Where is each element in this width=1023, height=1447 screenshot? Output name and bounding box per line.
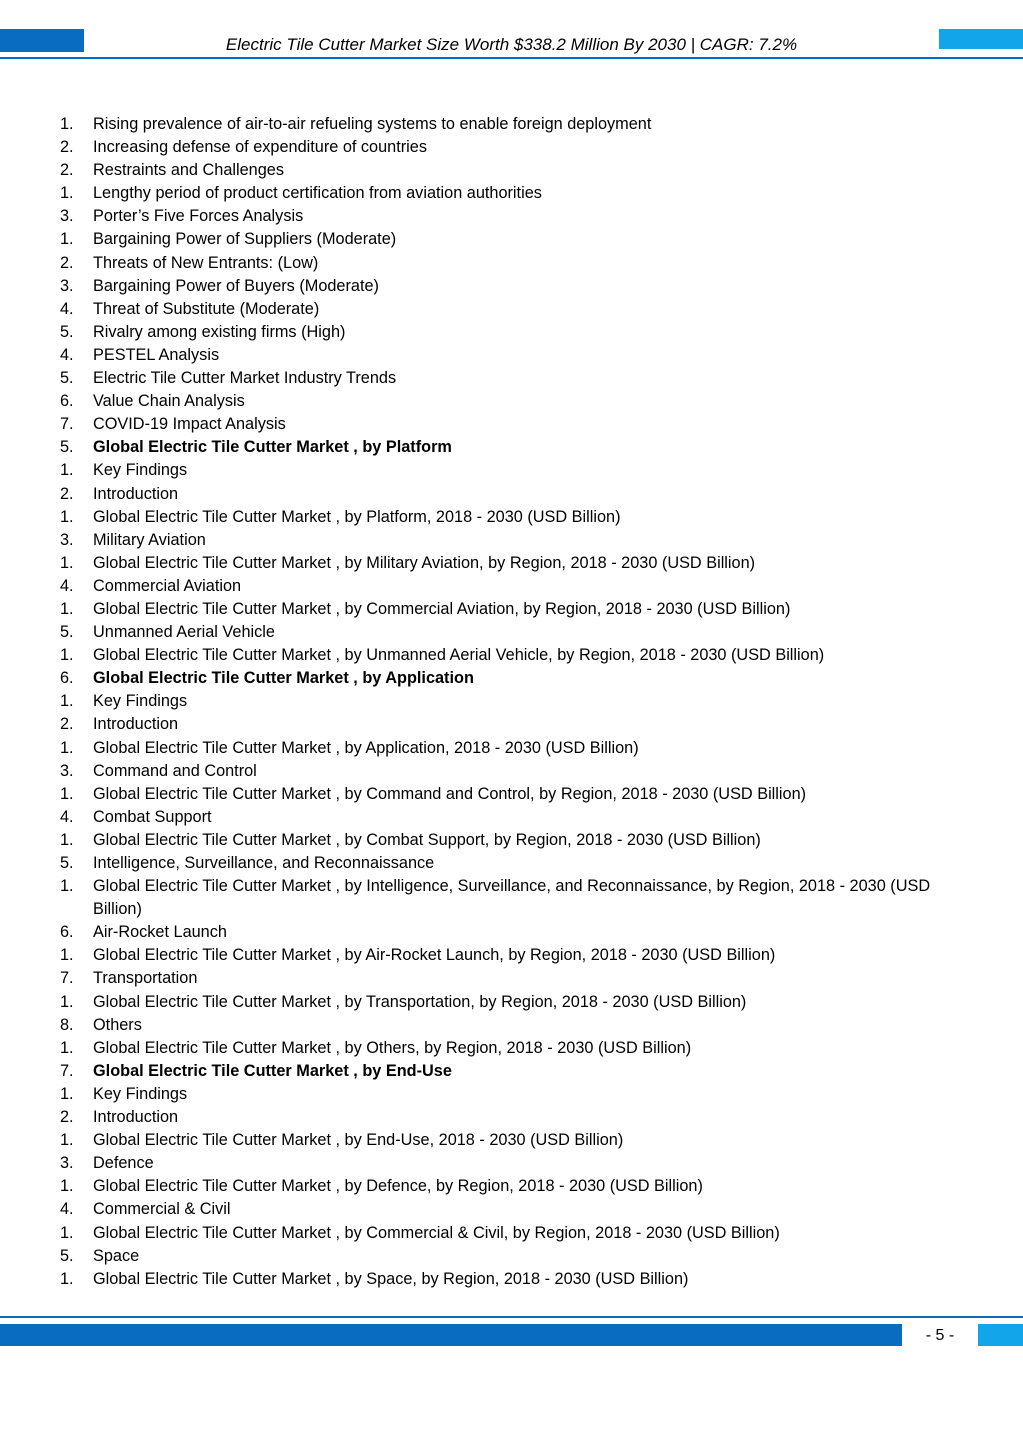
toc-item <box>60 413 950 436</box>
toc-item-text: Defence <box>93 1154 154 1173</box>
toc-item-text: Introduction <box>93 484 179 503</box>
toc-item-number: 3. <box>60 761 74 780</box>
toc-item <box>60 575 950 598</box>
toc-item-text: Threat of Substitute (Moderate) <box>93 299 320 318</box>
toc-item <box>60 529 950 552</box>
toc-item <box>60 690 950 713</box>
toc-item-text: PESTEL Analysis <box>93 345 220 364</box>
toc-item-number: 6. <box>60 392 74 411</box>
toc-item-text: Threats of New Entrants: (Low) <box>93 253 319 272</box>
toc-item-number: 1. <box>60 1131 74 1150</box>
toc-item <box>60 1129 950 1152</box>
toc-item <box>60 967 950 990</box>
toc-item <box>60 459 950 482</box>
toc-item <box>60 552 950 575</box>
toc-item-text: COVID-19 Impact Analysis <box>93 415 286 434</box>
toc-item-text: Global Electric Tile Cutter Market , by End-Use, 2018 - 2030 (USD Billion) <box>93 1131 624 1150</box>
toc-item-text: Introduction <box>93 715 179 734</box>
toc-item <box>60 944 950 967</box>
toc-item-number: 1. <box>60 992 74 1011</box>
toc-item-text: Others <box>93 1015 142 1034</box>
toc-item-number: 1. <box>60 599 74 618</box>
toc-item-text: Transportation <box>93 969 198 988</box>
toc-item-text: Global Electric Tile Cutter Market , by Space, by Region, 2018 - 2030 (USD Billion) <box>93 1269 689 1288</box>
toc-item-text: Global Electric Tile Cutter Market , by Application <box>93 669 474 688</box>
toc-item <box>60 506 950 529</box>
toc-item <box>60 228 950 251</box>
toc-item <box>60 1175 950 1198</box>
toc-item-text: Electric Tile Cutter Market Industry Trends <box>93 369 397 388</box>
toc-item-number: 6. <box>60 669 74 688</box>
toc-item-text: Global Electric Tile Cutter Market , by Platform <box>93 438 452 457</box>
toc-item-text: Global Electric Tile Cutter Market , by Platform, 2018 - 2030 (USD Billion) <box>93 507 621 526</box>
toc-item-number: 2. <box>60 484 74 503</box>
toc-item-number: 1. <box>60 507 74 526</box>
toc-item-text: Bargaining Power of Suppliers (Moderate) <box>93 230 397 249</box>
toc-item-text: Global Electric Tile Cutter Market , by Combat Support, by Region, 2018 - 2030 (USD Billion) <box>93 830 761 849</box>
toc-item-number: 4. <box>60 345 74 364</box>
toc-item-number: 1. <box>60 1223 74 1242</box>
toc-item-text: Global Electric Tile Cutter Market , by Command and Control, by Region, 2018 - 2030 (USD Billion) <box>93 784 807 803</box>
toc-item-number: 3. <box>60 207 74 226</box>
toc-item-number: 1. <box>60 461 74 480</box>
toc-item-number: 1. <box>60 692 74 711</box>
toc-item-number: 2. <box>60 253 74 272</box>
toc-item-number: 1. <box>60 877 74 896</box>
toc-item-text: Porter’s Five Forces Analysis <box>93 207 304 226</box>
toc-item-text: Global Electric Tile Cutter Market , by Air-Rocket Launch, by Region, 2018 - 2030 (USD Billion) <box>93 946 776 965</box>
toc-item-text: Increasing defense of expenditure of countries <box>93 138 427 157</box>
toc-item-number: 5. <box>60 854 74 872</box>
toc-section-heading <box>60 667 950 690</box>
toc-item <box>60 367 950 390</box>
toc-item-number: 4. <box>60 576 74 595</box>
toc-item <box>60 621 950 644</box>
toc-item-number: 3. <box>60 1154 74 1173</box>
toc-item-text: Rising prevalence of air-to-air refueling systems to enable foreign deployment <box>93 115 652 133</box>
toc-item-number: 4. <box>60 1200 74 1219</box>
toc-item-number: 1. <box>60 553 74 572</box>
toc-item-number: 1. <box>60 946 74 965</box>
toc-item <box>60 1222 950 1245</box>
toc-item-text: Global Electric Tile Cutter Market , by End-Use <box>93 1061 452 1080</box>
toc-item <box>60 1037 950 1060</box>
toc-item-number: 5. <box>60 369 74 388</box>
toc-item-text: Global Electric Tile Cutter Market , by Application, 2018 - 2030 (USD Billion) <box>93 738 639 757</box>
toc-item <box>60 598 950 621</box>
toc-item <box>60 852 950 875</box>
toc-item-text: Key Findings <box>93 1084 188 1103</box>
toc-item-number: 5. <box>60 623 74 642</box>
toc-item-text: Commercial Aviation <box>93 576 242 595</box>
toc-item-text: Key Findings <box>93 461 188 480</box>
toc-item-text: Global Electric Tile Cutter Market , by Others, by Region, 2018 - 2030 (USD Billion) <box>93 1038 692 1057</box>
toc-item <box>60 783 950 806</box>
toc-item <box>60 298 950 321</box>
toc-section-heading <box>60 1060 950 1083</box>
toc-item-number: 2. <box>60 138 74 157</box>
toc-item <box>60 159 950 182</box>
toc-item <box>60 875 950 921</box>
toc-item-text: Intelligence, Surveillance, and Reconnaissance <box>93 854 435 872</box>
toc-item <box>60 921 950 944</box>
toc-item-number: 1. <box>60 1084 74 1103</box>
toc-item <box>60 829 950 852</box>
toc-item-text: Bargaining Power of Buyers (Moderate) <box>93 276 379 295</box>
toc-item-text: Global Electric Tile Cutter Market , by Transportation, by Region, 2018 - 2030 (USD Billion) <box>93 992 747 1011</box>
toc-item-text: Global Electric Tile Cutter Market , by Defence, by Region, 2018 - 2030 (USD Billion) <box>93 1177 703 1196</box>
toc-item-number: 6. <box>60 923 74 942</box>
toc-item <box>60 182 950 205</box>
toc-item-text: Combat Support <box>93 807 212 826</box>
toc-item-number: 1. <box>60 646 74 665</box>
toc-item-number: 5. <box>60 438 74 457</box>
toc-item <box>60 1014 950 1037</box>
toc-item-number: 1. <box>60 738 74 757</box>
toc-item <box>60 1106 950 1129</box>
toc-item-number: 5. <box>60 1246 74 1265</box>
toc-item-number: 1. <box>60 184 74 203</box>
toc-item-number: 3. <box>60 276 74 295</box>
toc-item-number: 1. <box>60 784 74 803</box>
toc-item <box>60 1198 950 1221</box>
toc-item-number: 4. <box>60 807 74 826</box>
toc-item-text: Commercial & Civil <box>93 1200 231 1219</box>
toc-item <box>60 1245 950 1268</box>
toc-item-text: Air-Rocket Launch <box>93 923 227 942</box>
toc-item <box>60 344 950 367</box>
toc-item-text: Command and Control <box>93 761 257 780</box>
toc-item <box>60 991 950 1014</box>
toc-item-text: Rivalry among existing firms (High) <box>93 322 346 341</box>
toc-item-number: 7. <box>60 1061 74 1080</box>
toc-item-number: 3. <box>60 530 74 549</box>
page-header-title: Electric Tile Cutter Market Size Worth $338.2 Million By 2030 | CAGR: 7.2% <box>225 35 798 54</box>
toc-item-number: 1. <box>60 1177 74 1196</box>
toc-item-text: Key Findings <box>93 692 188 711</box>
toc-item <box>60 390 950 413</box>
toc-item <box>60 321 950 344</box>
header-divider <box>0 57 1023 59</box>
toc-item-number: 8. <box>60 1015 74 1034</box>
footer-accent-block-right <box>978 1324 1023 1346</box>
page-number: - 5 - <box>925 1327 955 1344</box>
toc-item-number: 7. <box>60 415 74 434</box>
toc-item-number: 7. <box>60 969 74 988</box>
toc-item-number: 1. <box>60 230 74 249</box>
toc-item <box>60 483 950 506</box>
toc-item-text: Restraints and Challenges <box>93 161 284 180</box>
toc-item-text: Unmanned Aerial Vehicle <box>93 623 275 642</box>
toc-item-number: 4. <box>60 299 74 318</box>
toc-item-text: Value Chain Analysis <box>93 392 245 411</box>
toc-item <box>60 1152 950 1175</box>
toc-item-text: Introduction <box>93 1108 179 1127</box>
toc-item-number: 2. <box>60 161 74 180</box>
toc-item <box>60 205 950 228</box>
toc-item-number: 2. <box>60 1108 74 1127</box>
toc-item <box>60 713 950 736</box>
toc-item <box>60 113 950 136</box>
toc-item-number: 1. <box>60 1269 74 1288</box>
toc-item-text: Global Electric Tile Cutter Market , by Commercial & Civil, by Region, 2018 - 2030 (USD Billion) <box>93 1223 780 1242</box>
toc-item-number: 2. <box>60 715 74 734</box>
toc-item-text: Lengthy period of product certification from aviation authorities <box>93 184 542 203</box>
footer-divider <box>0 1316 1023 1318</box>
toc-item-number: 5. <box>60 322 74 341</box>
toc-item <box>60 760 950 783</box>
toc-item <box>60 1268 950 1291</box>
toc-section-heading <box>60 436 950 459</box>
toc-item-number: 1. <box>60 1038 74 1057</box>
table-of-contents <box>60 113 950 1291</box>
toc-item-number: 1. <box>60 830 74 849</box>
toc-item <box>60 275 950 298</box>
toc-item-text: Space <box>93 1246 140 1265</box>
toc-item-text: Global Electric Tile Cutter Market , by Commercial Aviation, by Region, 2018 - 2030 (USD Billion) <box>93 599 791 618</box>
toc-item-number: 1. <box>60 115 74 133</box>
toc-item <box>60 1083 950 1106</box>
footer-accent-bar <box>0 1324 902 1346</box>
toc-item-text: Global Electric Tile Cutter Market , by Unmanned Aerial Vehicle, by Region, 2018 - 2030 (USD Billion) <box>93 646 825 665</box>
toc-item <box>60 252 950 275</box>
toc-item-text: Global Electric Tile Cutter Market , by Military Aviation, by Region, 2018 - 2030 (USD Billion) <box>93 553 756 572</box>
toc-item-text: Military Aviation <box>93 530 206 549</box>
toc-item-text: Global Electric Tile Cutter Market , by Intelligence, Surveillance, and Reconnaissance, by Region, 2018 - 2030 (USD Billion) <box>93 877 931 919</box>
toc-item <box>60 136 950 159</box>
toc-item <box>60 737 950 760</box>
toc-item <box>60 806 950 829</box>
toc-item <box>60 644 950 667</box>
